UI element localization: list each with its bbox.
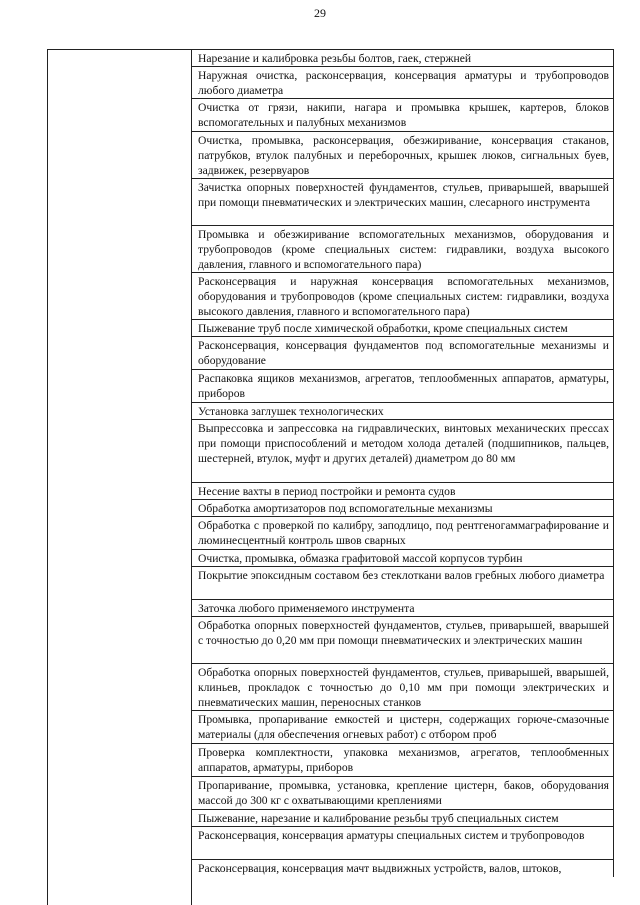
- table-row: Выпрессовка и запрессовка на гидравлических, винтовых механических прессах при помощи приспособлений и методом холода деталей (подшипников, пальцев, шестерней, втулок, муфт и других деталей) диаметром до 80 мм: [192, 420, 613, 483]
- table-row: Обработка с проверкой по калибру, заподлицо, под рентгеногаммаграфирование и люминесцентный контроль швов сварных: [192, 517, 613, 550]
- table-row: Установка заглушек технологических: [192, 403, 613, 420]
- table-row: Промывка, пропаривание емкостей и цистерн, содержащих горюче-смазочные материалы (для обеспечения огневых работ) с отбором проб: [192, 711, 613, 744]
- table-row: Обработка амортизаторов под вспомогательные механизмы: [192, 500, 613, 517]
- table-row: Очистка, промывка, обмазка графитовой массой корпусов турбин: [192, 550, 613, 567]
- table-row: Очистка, промывка, расконсервация, обезжиривание, консервация стаканов, патрубков, втулок палубных и переборочных, крышек люков, сигнальных буев, задвижек, резервуаров: [192, 132, 613, 179]
- table-row: Промывка и обезжиривание вспомогательных механизмов, оборудования и трубопроводов (кроме специальных систем: гидравлики, воздуха высокого давления, главного и вспомогательного пара): [192, 226, 613, 273]
- table-row: Несение вахты в период постройки и ремонта судов: [192, 483, 613, 500]
- table-row: Расконсервация, консервация фундаментов под вспомогательные механизмы и оборудование: [192, 337, 613, 370]
- table-row: Заточка любого применяемого инструмента: [192, 600, 613, 617]
- table-row: Очистка от грязи, накипи, нагара и промывка крышек, картеров, блоков вспомогательных и палубных механизмов: [192, 99, 613, 132]
- table-row: Пыжевание труб после химической обработки, кроме специальных систем: [192, 320, 613, 337]
- table-row: Обработка опорных поверхностей фундаментов, стульев, приварышей, вварышей, клиньев, прокладок с точностью до 0,10 мм при помощи электрических и пневматических машин, переносных станков: [192, 664, 613, 711]
- table-row: Обработка опорных поверхностей фундаментов, стульев, приварышей, вварышей с точностью до 0,20 мм при помощи пневматических и электрических машин: [192, 617, 613, 664]
- table-row: Нарезание и калибровка резьбы болтов, гаек, стержней: [192, 50, 613, 67]
- table-row: Расконсервация и наружная консервация вспомогательных механизмов, оборудования и трубопроводов (кроме специальных систем: гидравлики, воздуха высокого давления, главного и вспомогательного пара): [192, 273, 613, 320]
- table-row: Наружная очистка, расконсервация, консервация арматуры и трубопроводов любого диаметра: [192, 67, 613, 99]
- table-row: Зачистка опорных поверхностей фундаментов, стульев, приварышей, вварышей при помощи пневматических и электрических машин, слесарного инструмента: [192, 179, 613, 226]
- table-row: Расконсервация, консервация мачт выдвижных устройств, валов, штоков,: [198, 862, 562, 875]
- left-column-empty: [48, 50, 192, 905]
- table-row: Покрытие эпоксидным составом без стеклоткани валов гребных любого диаметра: [192, 567, 613, 600]
- table-row: Пыжевание, нарезание и калибрование резьбы труб специальных систем: [192, 810, 613, 827]
- operations-column: [192, 50, 614, 877]
- table-row: Проверка комплектности, упаковка механизмов, агрегатов, теплообменных аппаратов, арматуры, приборов: [192, 744, 613, 777]
- table-row: Пропаривание, промывка, установка, крепление цистерн, баков, оборудования массой до 300 кг с охватывающими креплениями: [192, 777, 613, 810]
- table-row: Расконсервация, консервация арматуры специальных систем и трубопроводов: [192, 827, 613, 860]
- table-row: Распаковка ящиков механизмов, агрегатов, теплообменных аппаратов, арматуры, приборов: [192, 370, 613, 403]
- operations-table: [47, 49, 614, 905]
- page-number: 29: [314, 6, 326, 20]
